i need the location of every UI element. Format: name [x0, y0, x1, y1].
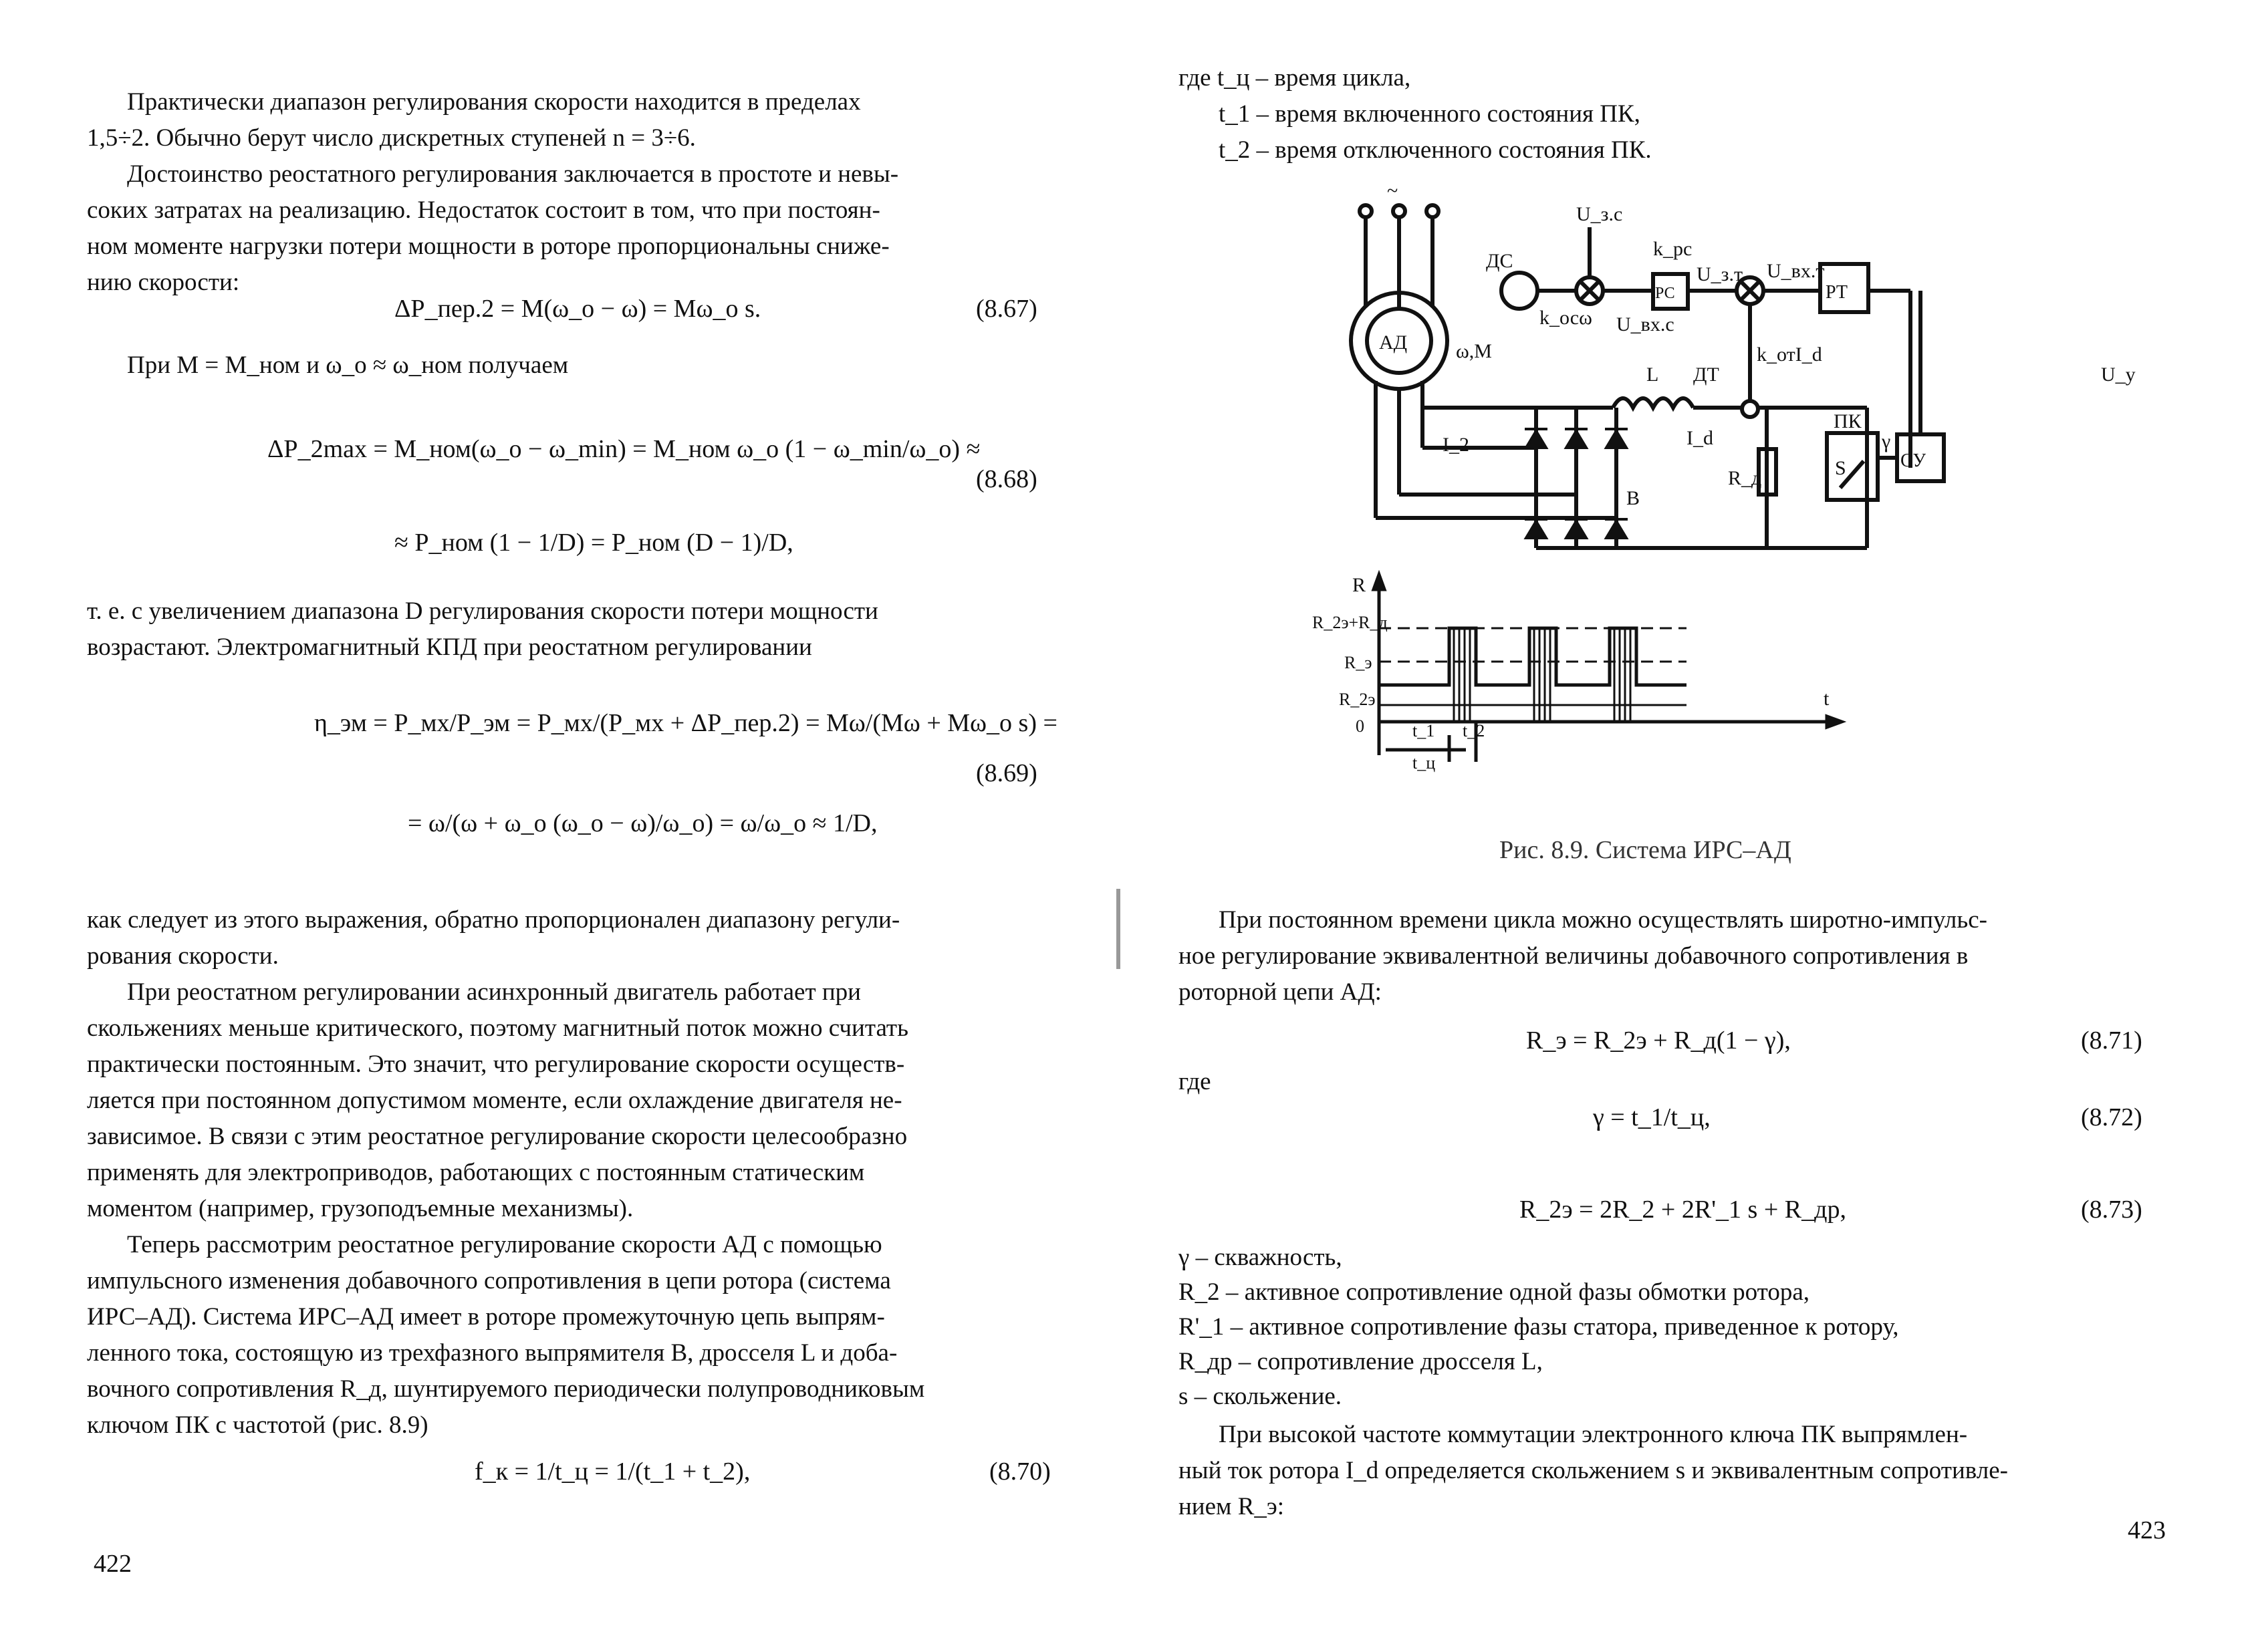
speed-regulator-label: РС: [1655, 285, 1675, 302]
text-line: где t_ц – время цикла,: [1178, 64, 1411, 92]
left-para-1: [87, 84, 1049, 156]
text-line: Теперь рассмотрим реостатное регулирование скорости АД с помощью: [127, 1231, 882, 1258]
text-line: s – скольжение.: [1178, 1383, 1342, 1410]
text-line: 1,5÷2. Обычно берут число дискретных ступеней n = 3÷6.: [87, 124, 696, 152]
text-line: t_2 – время отключенного состояния ПК.: [1219, 136, 1652, 164]
left-para-6: [87, 974, 1049, 1227]
text-line: роторной цепи АД:: [1178, 978, 1382, 1006]
text-line: Достоинство реостатного регулирования заключается в простоте и невы-: [127, 160, 899, 188]
left-para-5: [87, 902, 1049, 974]
origin-label: 0: [1356, 716, 1364, 736]
equation-8-67: ΔP_пер.2 = M(ω_o − ω) = Mω_o s.: [394, 295, 761, 323]
text-line: ключом ПК с частотой (рис. 8.9): [87, 1411, 428, 1439]
text-line: ленного тока, состоящую из трехфазного выпрямителя В, дросселя L и доба-: [87, 1339, 898, 1367]
equation-number: (8.68): [976, 465, 1037, 493]
resistor-label: R_д: [1728, 467, 1762, 489]
equation-8-69-line-2: = ω/(ω + ω_o (ω_o − ω)/ω_o) = ω/ω_o ≈ 1/D,: [408, 809, 878, 837]
text-line: R_др – сопротивление дросселя L,: [1178, 1348, 1543, 1375]
speed-input-label: U_вх.с: [1616, 313, 1674, 335]
rectifier-label: В: [1626, 487, 1640, 509]
duty-cycle-label: γ: [1882, 430, 1891, 452]
equation-number: (8.73): [2081, 1196, 2142, 1224]
equation-8-69-line-1: η_эм = P_мх/P_эм = P_мх/(P_мх + ΔP_пер.2) = Mω/(Mω + Mω_o s) =: [314, 709, 1057, 737]
r2e-label: R_2э: [1339, 690, 1376, 709]
rotor-current-label: I_2: [1443, 434, 1469, 456]
text-line: γ – скважность,: [1178, 1244, 1342, 1271]
text-line: При высокой частоте коммутации электронного ключа ПК выпрямлен-: [1219, 1421, 1968, 1448]
where-block: [1178, 60, 2114, 168]
t1-label: t_1: [1412, 721, 1435, 740]
text-line: как следует из этого выражения, обратно пропорционален диапазону регули-: [87, 906, 900, 934]
definitions: [1178, 1240, 2148, 1414]
right-page: [1125, 0, 2250, 1652]
text-line: ляется при постоянном допустимом моменте, если охлаждение двигателя не-: [87, 1087, 902, 1114]
text-line: ное регулирование эквивалентной величины добавочного сопротивления в: [1178, 942, 1969, 970]
text-line: рования скорости.: [87, 942, 279, 970]
axis-r-label: R: [1352, 574, 1366, 596]
equation-8-70: f_к = 1/t_ц = 1/(t_1 + t_2),: [475, 1458, 751, 1486]
control-voltage-label: U_y: [2101, 364, 2136, 386]
text-line: т. е. с увеличением диапазона D регулирования скорости потери мощности: [87, 597, 878, 625]
text-line: нием R_э:: [1178, 1493, 1285, 1520]
equation-8-72: γ = t_1/t_ц,: [1593, 1103, 1711, 1131]
speed-gain-label: k_рс: [1653, 238, 1693, 260]
t2-label: t_2: [1463, 721, 1485, 740]
text-line: возрастают. Электромагнитный КПД при реостатном регулировании: [87, 634, 812, 661]
left-para-4: [87, 593, 1049, 666]
equation-number: (8.69): [976, 759, 1037, 787]
text-line: нию скорости:: [87, 269, 240, 296]
text-line: практически постоянным. Это значит, что регулирование скорости осуществ-: [87, 1051, 905, 1078]
speed-setpoint-label: U_з.с: [1576, 203, 1623, 225]
switch-label: ПК: [1834, 410, 1862, 432]
right-para-2: [1178, 1417, 2148, 1525]
text-line: Практически диапазон регулирования скорости находится в пределах: [127, 88, 861, 116]
figure-8-9-circuit: [1312, 180, 2181, 795]
text-line: R'_1 – активное сопротивление фазы статора, приведенное к ротору,: [1178, 1313, 1899, 1341]
text-line: t_1 – время включенного состояния ПК,: [1219, 100, 1640, 128]
equation-number: (8.72): [2081, 1103, 2142, 1131]
equation-8-68-line-2: ≈ P_ном (1 − 1/D) = P_ном (D − 1)/D,: [394, 529, 793, 557]
text-line: применять для электроприводов, работающих с постоянным статическим: [87, 1159, 865, 1186]
right-para-1: [1178, 902, 2148, 1010]
text-line: При реостатном регулировании асинхронный двигатель работает при: [127, 978, 861, 1006]
choke-label: L: [1646, 364, 1659, 386]
text-line: ном моменте нагрузки потери мощности в роторе пропорциональны сниже-: [87, 233, 890, 260]
text-line: зависимое. В связи с этим реостатное регулирование скорости целесообразно: [87, 1123, 908, 1150]
control-system-label: СУ: [1900, 450, 1926, 471]
current-feedback-gain-label: k_отI_d: [1757, 343, 1822, 366]
text-line: моментом (например, грузоподъемные механизмы).: [87, 1195, 634, 1222]
left-para-7: [87, 1227, 1049, 1443]
where-2: где: [1178, 1068, 1211, 1095]
equation-8-73: R_2э = 2R_2 + 2R'_1 s + R_др,: [1519, 1196, 1846, 1224]
axis-t-label: t: [1824, 688, 1830, 710]
left-para-3: При M = M_ном и ω_o ≈ ω_ном получаем: [127, 352, 569, 379]
equation-8-71: R_э = R_2э + R_д(1 − γ),: [1526, 1026, 1791, 1055]
text-line: При постоянном времени цикла можно осуществлять широтно-импульс-: [1219, 906, 1987, 934]
text-line: ИРС–АД). Система ИРС–АД имеет в роторе промежуточную цепь выпрям-: [87, 1303, 885, 1331]
tacho-label: ДС: [1486, 250, 1513, 272]
text-line: скольжениях меньше критического, поэтому магнитный поток можно считать: [87, 1014, 908, 1042]
equation-number: (8.71): [2081, 1026, 2142, 1055]
text-line: вочного сопротивления R_д, шунтируемого периодически полупроводниковым: [87, 1375, 925, 1403]
page-number: 423: [2128, 1516, 2166, 1544]
left-para-2: [87, 156, 1049, 301]
equation-number: (8.67): [976, 295, 1037, 323]
current-regulator-label: РТ: [1826, 282, 1848, 303]
re-label: R_э: [1344, 653, 1372, 672]
dc-current-label: I_d: [1686, 427, 1713, 449]
figure-caption: Рис. 8.9. Система ИРС–АД: [1499, 836, 1791, 864]
text-line: ный ток ротора I_d определяется скольжением s и эквивалентным сопротивле-: [1178, 1457, 2008, 1484]
speed-torque-label: ω,M: [1456, 340, 1492, 362]
text-line: R_2 – активное сопротивление одной фазы обмотки ротора,: [1178, 1278, 1809, 1306]
tc-label: t_ц: [1412, 753, 1436, 773]
page-number: 422: [94, 1550, 132, 1578]
current-setpoint-label: U_з.т: [1697, 263, 1743, 285]
equation-number: (8.70): [989, 1458, 1051, 1486]
switch-s-label: S: [1835, 457, 1846, 479]
equation-8-68-line-1: ΔP_2max = M_ном(ω_o − ω_min) = M_ном ω_o (1 − ω_min/ω_o) ≈: [267, 435, 981, 463]
current-sensor-label: ДТ: [1693, 364, 1719, 386]
motor-label: АД: [1379, 331, 1408, 354]
ac-symbol: ~: [1387, 180, 1398, 202]
r2e-rd-label: R_2э+R_д: [1312, 613, 1388, 632]
current-input-label: U_вх.т: [1767, 260, 1825, 282]
text-line: импульсного изменения добавочного сопротивления в цепи ротора (система: [87, 1267, 891, 1294]
book-spine: [1116, 889, 1120, 969]
speed-feedback-gain-label: k_осω: [1539, 307, 1592, 329]
text-line: соких затратах на реализацию. Недостаток состоит в том, что при постоян-: [87, 196, 880, 224]
